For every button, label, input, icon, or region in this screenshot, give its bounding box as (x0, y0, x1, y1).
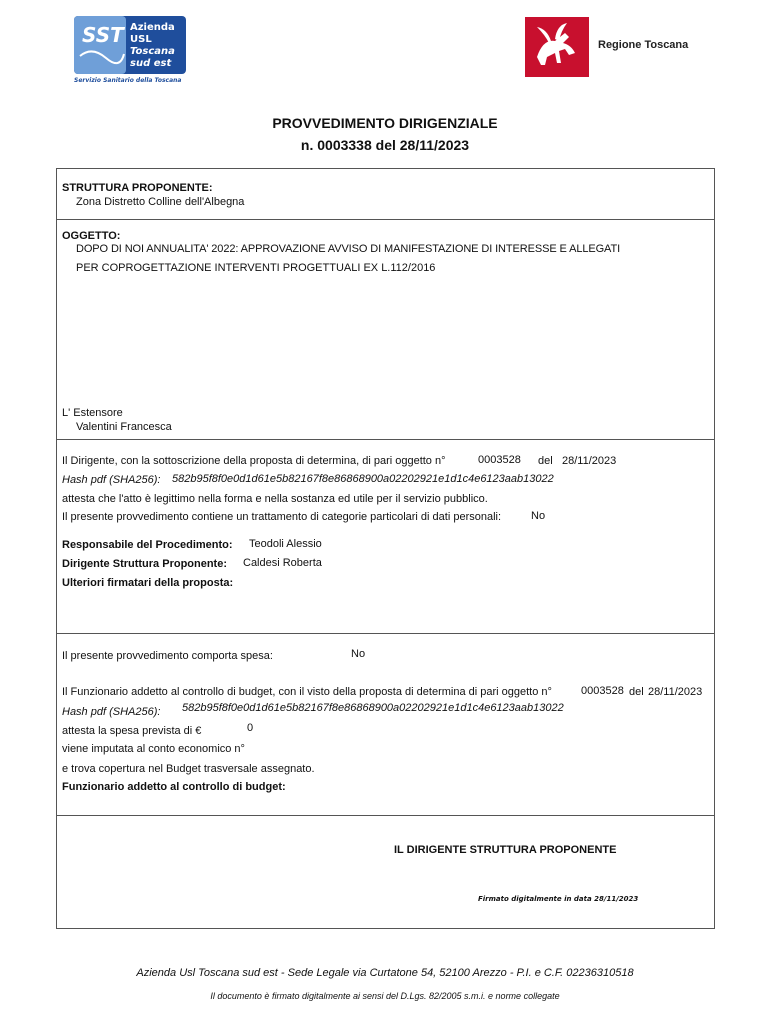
responsabile-procedimento-label: Responsabile del Procedimento: (62, 539, 233, 551)
dirigente-attesta: attesta che l'atto è legittimo nella forma e nella sostanza ed utile per il servizio pubblico. (62, 493, 488, 505)
regione-toscana-logo (525, 17, 695, 79)
document-title: PROVVEDIMENTO DIRIGENZIALE (272, 115, 498, 131)
azienda-usl-logo (72, 16, 190, 84)
dirigente-del: del (538, 455, 553, 467)
dati-personali-label: Il presente provvedimento contiene un trattamento di categorie particolari di dati personali: (62, 511, 502, 523)
dirigente-numero: 0003528 (478, 454, 521, 466)
oggetto-label: OGGETTO: (62, 230, 121, 242)
budget-numero: 0003528 (581, 685, 624, 697)
copertura-text: e trova copertura nel Budget trasversale assegnato. (62, 763, 315, 775)
pegasus-icon (525, 17, 589, 77)
budget-intro: Il Funzionario addetto al controllo di budget, con il visto della proposta di determina di pari oggetto n° (62, 686, 552, 698)
dati-personali-value: No (531, 510, 546, 522)
budget-hash-label: Hash pdf (SHA256): (62, 706, 161, 718)
footer-firma-note: Il documento è firmato digitalmente ai sensi del D.Lgs. 82/2005 s.m.i. e norme collegate (210, 991, 560, 1001)
divider (56, 815, 715, 816)
divider (56, 439, 715, 440)
divider (56, 633, 715, 634)
svg-text:SST: SST (82, 23, 124, 47)
conto-economico-label: viene imputata al conto economico n° (62, 743, 245, 755)
svg-text:Azienda: Azienda (130, 22, 175, 33)
footer-sede-legale: Azienda Usl Toscana sud est - Sede Legale via Curtatone 54, 52100 Arezzo - P.I. e C.F. 02236310518 (136, 967, 634, 979)
spesa-label: Il presente provvedimento comporta spesa: (62, 650, 273, 662)
dirigente-hash-label: Hash pdf (SHA256): (62, 474, 161, 486)
regione-toscana-label: Regione Toscana (598, 39, 689, 51)
svg-text:USL: USL (130, 34, 152, 45)
dirigente-struttura-value: Caldesi Roberta (243, 557, 322, 569)
firma-dirigente-label: IL DIRIGENTE STRUTTURA PROPONENTE (394, 844, 617, 856)
ulteriori-firmatari-label: Ulteriori firmatari della proposta: (62, 577, 234, 589)
dirigente-intro: Il Dirigente, con la sottoscrizione della proposta di determina, di pari oggetto n° (62, 455, 446, 467)
svg-text:Toscana: Toscana (130, 46, 175, 57)
budget-data: 28/11/2023 (648, 686, 703, 698)
struttura-label: STRUTTURA PROPONENTE: (62, 182, 213, 194)
funzionario-budget-label: Funzionario addetto al controllo di budget: (62, 781, 286, 793)
budget-del: del (629, 686, 644, 698)
divider (56, 219, 715, 220)
oggetto-line-1: DOPO DI NOI ANNUALITA' 2022: APPROVAZIONE AVVISO DI MANIFESTAZIONE DI INTERESSE E ALLEGATI (76, 243, 621, 255)
document-number: n. 0003338 del 28/11/2023 (300, 137, 470, 153)
struttura-value: Zona Distretto Colline dell'Albegna (76, 196, 245, 208)
spesa-value: No (351, 648, 366, 660)
oggetto-line-2: PER COPROGETTAZIONE INTERVENTI PROGETTUALI EX L.112/2016 (76, 262, 436, 274)
firma-digitale: Firmato digitalmente in data 28/11/2023 (478, 895, 639, 903)
estensore-name: Valentini Francesca (76, 421, 172, 433)
responsabile-procedimento-value: Teodoli Alessio (249, 538, 322, 550)
spesa-prevista-value: 0 (247, 722, 254, 734)
dirigente-struttura-label: Dirigente Struttura Proponente: (62, 558, 228, 570)
svg-text:sud est: sud est (130, 58, 172, 69)
dirigente-hash: 582b95f8f0e0d1d61e5b82167f8e86868900a02202921e1d1c4e6123aab13022 (172, 473, 554, 485)
estensore-label: L' Estensore (62, 407, 123, 419)
svg-text:Servizio Sanitario della Tosca: Servizio Sanitario della Toscana (74, 77, 182, 84)
budget-hash: 582b95f8f0e0d1d61e5b82167f8e86868900a02202921e1d1c4e6123aab13022 (182, 702, 564, 714)
spesa-prevista-label: attesta la spesa prevista di € (62, 725, 202, 737)
dirigente-data: 28/11/2023 (562, 455, 617, 467)
